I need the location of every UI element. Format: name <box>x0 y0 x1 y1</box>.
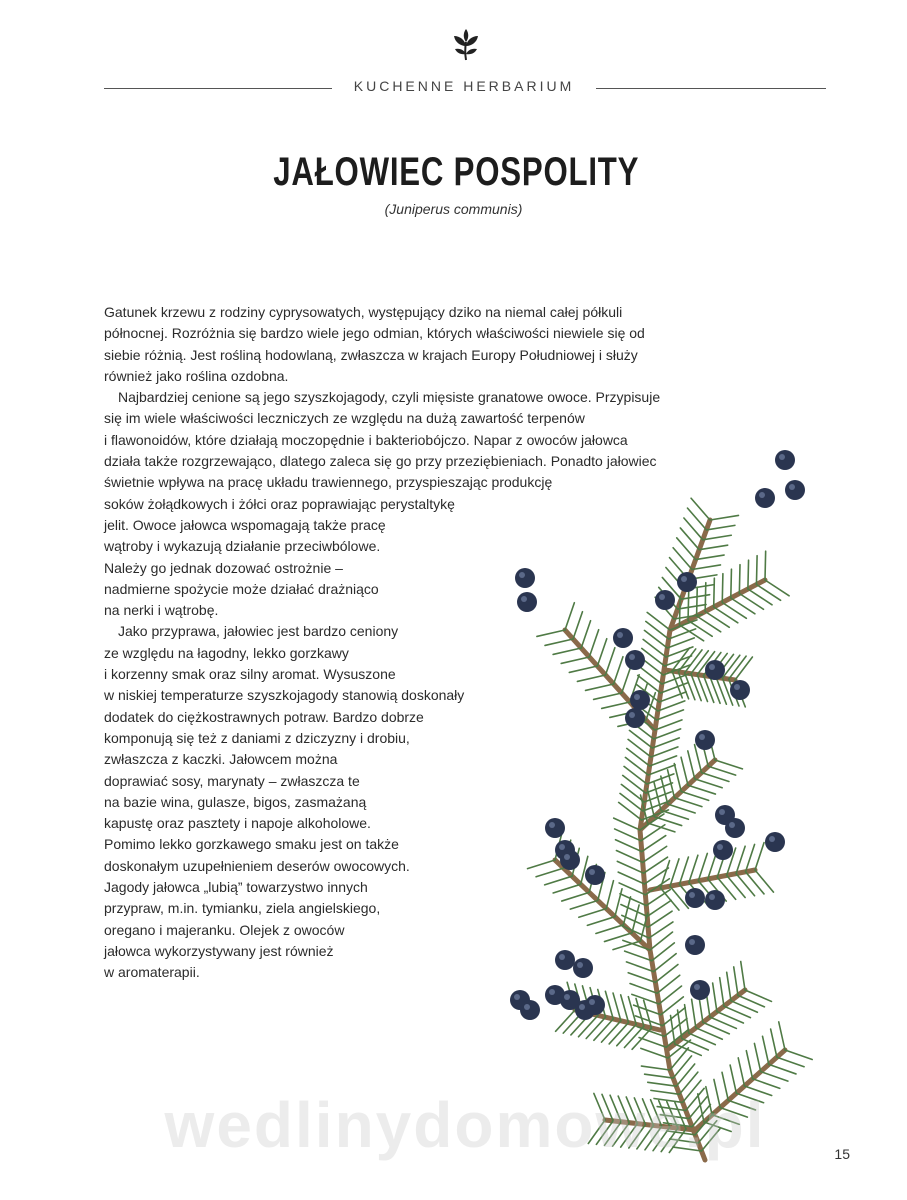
juniper-berry <box>677 572 697 592</box>
needle <box>657 710 684 720</box>
body-line: się im wiele właściwości leczniczych ze względu na dużą zawartość terpenów <box>104 410 585 427</box>
juniper-berry <box>685 888 705 908</box>
needle <box>636 998 644 1026</box>
berry-highlight <box>759 492 765 498</box>
berry-highlight <box>689 939 695 945</box>
juniper-berry <box>705 890 725 910</box>
needle <box>754 1043 760 1071</box>
needle <box>615 889 622 917</box>
needle <box>765 551 766 580</box>
needle <box>628 973 655 983</box>
needle <box>570 901 597 910</box>
needle <box>643 639 666 657</box>
needle <box>676 1064 694 1086</box>
needle <box>746 844 755 871</box>
needle <box>661 861 670 888</box>
juniper-berry <box>560 850 580 870</box>
body-line: dodatek do ciężkostrawnych potraw. Bardzo dobrze <box>104 708 424 725</box>
needle <box>586 1017 605 1038</box>
needle <box>697 675 707 702</box>
berry-highlight <box>549 989 555 995</box>
body-line: jałowca wykorzystywany jest również <box>104 942 334 959</box>
body-line: w niskiej temperaturze szyszkojagody stanowią doskonały <box>104 687 465 704</box>
needle <box>734 967 738 996</box>
juniper-berry <box>725 818 745 838</box>
needle <box>713 983 717 1012</box>
berry-highlight <box>681 576 687 582</box>
section-header <box>104 78 826 98</box>
needle <box>528 860 555 869</box>
needle <box>738 1058 744 1086</box>
needle <box>648 1082 677 1086</box>
needle <box>626 962 653 972</box>
body-line: Jako przyprawa, jałowiec jest bardzo ceniony <box>118 623 399 640</box>
needle <box>556 1010 575 1031</box>
needle <box>681 757 688 785</box>
berry-highlight <box>659 594 665 600</box>
needle <box>614 657 623 684</box>
needle <box>644 1000 652 1028</box>
body-line: wątroby i wykazują działanie przeciwbólowe. <box>104 538 381 555</box>
needle <box>545 639 573 645</box>
body-line: na bazie wina, gulasze, bigos, zasmażaną <box>104 793 367 810</box>
needle <box>695 779 722 788</box>
juniper-berry <box>515 568 535 588</box>
needle <box>646 783 673 793</box>
needle <box>561 657 589 663</box>
needle <box>661 776 668 804</box>
needle <box>586 684 614 690</box>
berry-highlight <box>564 854 570 860</box>
needle <box>716 677 726 704</box>
needle <box>619 883 645 895</box>
needle <box>710 676 720 703</box>
needle <box>703 535 731 540</box>
needle <box>594 693 622 699</box>
needle <box>727 972 731 1001</box>
juniper-branch-illustration <box>455 430 885 1170</box>
body-line: soków żołądkowych i żółci oraz poprawiając perystaltykę <box>104 495 455 512</box>
needle <box>697 587 698 616</box>
needle <box>785 1050 812 1060</box>
berry-highlight <box>521 596 527 602</box>
needle <box>625 951 652 961</box>
needle <box>613 993 621 1021</box>
needle <box>739 565 740 594</box>
juniper-berry <box>695 730 715 750</box>
needle <box>672 671 682 698</box>
needle <box>628 997 636 1025</box>
needle <box>648 765 675 775</box>
page-title: JAŁOWIEC POSPOLITY <box>273 150 640 194</box>
body-line: na nerki i wątrobę. <box>104 602 219 619</box>
needle <box>748 560 749 589</box>
leaf-sprig-icon <box>438 28 494 64</box>
needle <box>639 1038 666 1048</box>
berry-highlight <box>734 684 740 690</box>
needle <box>706 525 734 530</box>
berry-highlight <box>577 962 583 968</box>
needle <box>714 578 715 607</box>
needle <box>755 843 764 870</box>
body-line: również jako roślina ozdobna. <box>104 367 289 384</box>
body-line: ze względu na łagodny, lekko gorzkawy <box>104 644 349 661</box>
needle <box>654 817 681 826</box>
needle <box>652 738 679 748</box>
needle <box>645 1074 674 1078</box>
needle <box>756 556 757 585</box>
juniper-berry <box>730 680 750 700</box>
needle <box>553 884 580 893</box>
needle <box>648 823 675 832</box>
berry-highlight <box>589 999 595 1005</box>
berry-highlight <box>549 822 555 828</box>
juniper-berry <box>785 480 805 500</box>
body-line: w aromaterapii. <box>104 964 200 981</box>
needle <box>650 756 677 766</box>
needle <box>642 648 665 666</box>
berry-highlight <box>514 994 520 1000</box>
berry-highlight <box>559 954 565 960</box>
body-line: północnej. Rozróżnia się bardzo wiele jego odmian, których właściwości niewiele się od <box>104 325 645 342</box>
needle <box>722 574 723 603</box>
needle <box>606 881 613 909</box>
juniper-berry <box>685 935 705 955</box>
needle <box>671 1015 675 1044</box>
body-line: doprawiać sosy, marynaty – zwłaszcza te <box>104 772 360 789</box>
body-line: Należy go jednak dozować ostrożnie – <box>104 559 343 576</box>
needle <box>763 1036 769 1064</box>
body-line: Pomimo lekko gorzkawego smaku jest on także <box>104 836 399 853</box>
juniper-berry <box>625 650 645 670</box>
body-line: świetnie wpływa na pracę układu trawiennego, przyspieszając produkcję <box>104 474 553 491</box>
juniper-berry <box>517 592 537 612</box>
needle <box>720 978 724 1007</box>
needle <box>746 1051 752 1079</box>
body-line: i flawonoidów, które działają moczopędnie i bakteriobójczo. Napar z owoców jałowca <box>104 431 628 448</box>
needle <box>625 757 648 775</box>
juniper-berry <box>705 660 725 680</box>
body-line: i korzenny smak oraz silny aromat. Wysuszone <box>104 666 396 683</box>
needle <box>536 868 563 877</box>
needle <box>691 674 701 701</box>
berry-highlight <box>789 484 795 490</box>
needle <box>699 545 727 550</box>
body-line: kapustę oraz pasztety i napoje alkoholowe. <box>104 815 371 832</box>
juniper-berry <box>655 590 675 610</box>
juniper-berry <box>585 995 605 1015</box>
body-line: działa także rozgrzewająco, dlatego zaleca się go przy przeziębieniach. Ponadto jałowiec <box>104 453 657 470</box>
needle <box>715 760 742 769</box>
needle <box>537 630 565 636</box>
berry-highlight <box>519 572 525 578</box>
body-line: Gatunek krzewu z rodziny cyprysowatych, występujący dziko na niemal całej półkuli <box>104 304 623 320</box>
header-rule-right <box>596 88 826 89</box>
juniper-berry <box>555 950 575 970</box>
needle <box>623 897 630 925</box>
needle <box>675 798 702 807</box>
needle <box>688 751 695 779</box>
needle <box>698 853 707 880</box>
needle <box>639 666 662 684</box>
berry-highlight <box>524 1004 530 1010</box>
juniper-berry <box>573 958 593 978</box>
needle <box>581 621 590 648</box>
needle <box>619 802 642 820</box>
needle <box>658 701 685 711</box>
needle <box>696 555 724 560</box>
needle <box>573 612 582 639</box>
needle <box>621 905 647 917</box>
needle <box>632 1028 651 1049</box>
needle <box>614 818 640 830</box>
needle <box>661 810 688 819</box>
needle <box>769 1064 796 1074</box>
needle <box>616 840 642 852</box>
needle <box>605 991 613 1019</box>
body-line: przypraw, m.in. tymianku, ziela angielskiego, <box>104 900 381 917</box>
needle <box>668 804 695 813</box>
juniper-berry <box>520 1000 540 1020</box>
needle <box>689 855 698 882</box>
needle <box>641 1066 670 1070</box>
needle <box>646 621 669 639</box>
body-line: jelit. Owoce jałowca wspomagają także pracę <box>104 516 386 533</box>
needle <box>702 773 729 782</box>
juniper-berry <box>690 980 710 1000</box>
needle <box>606 648 615 675</box>
needle <box>628 739 651 757</box>
berry-highlight <box>709 894 715 900</box>
body-line: zwłaszcza z kaczki. Jałowcem można <box>104 751 338 768</box>
berry-highlight <box>629 712 635 718</box>
needle <box>736 874 754 896</box>
juniper-berry <box>545 818 565 838</box>
needle <box>630 984 657 994</box>
body-line: Najbardziej cenione są jego szyszkojagody, czyli mięsiste granatowe owoce. Przypisuje <box>118 389 661 406</box>
juniper-berry <box>625 708 645 728</box>
juniper-berry <box>775 450 795 470</box>
berry-highlight <box>579 1004 585 1010</box>
juniper-berry <box>755 488 775 508</box>
berry-highlight <box>589 869 595 875</box>
needle <box>602 1021 621 1042</box>
page-number: 15 <box>834 1146 850 1162</box>
watermark: wedlinydomowe.pl <box>164 1089 766 1161</box>
needle <box>705 583 706 612</box>
berry-highlight <box>564 994 570 1000</box>
needle <box>688 592 689 621</box>
needle <box>621 995 629 1023</box>
body-line: siebie różnią. Jest rośliną hodowlaną, zwłaszcza w krajach Europy Południowej i służy <box>104 346 638 363</box>
needle <box>647 789 654 817</box>
needle <box>678 1010 682 1039</box>
needle <box>587 917 614 926</box>
body-line: oregano i majeranku. Olejek z owoców <box>104 921 345 938</box>
needle <box>667 638 694 648</box>
needle <box>596 925 623 934</box>
needle <box>654 729 681 739</box>
berry-highlight <box>717 844 723 850</box>
needle <box>761 1072 788 1082</box>
needle <box>647 612 670 630</box>
needle <box>624 1026 643 1047</box>
needle <box>579 909 606 918</box>
needle <box>617 1024 636 1045</box>
needle <box>688 785 715 794</box>
needle <box>679 857 688 884</box>
needle <box>678 605 706 610</box>
juniper-berry <box>765 832 785 852</box>
needle <box>618 872 644 884</box>
needle <box>710 515 738 520</box>
needle <box>604 933 631 942</box>
needle <box>617 861 643 873</box>
needle <box>589 630 598 657</box>
needle <box>602 702 630 708</box>
needle <box>670 859 679 886</box>
berry-highlight <box>699 734 705 740</box>
needle <box>616 851 642 863</box>
needle <box>609 1023 628 1044</box>
berry-highlight <box>559 844 565 850</box>
needle <box>779 1022 785 1050</box>
needle <box>545 876 572 885</box>
header-rule-left <box>104 88 332 89</box>
section-label: KUCHENNE HERBARIUM <box>353 78 575 94</box>
needle <box>594 1019 613 1040</box>
needle <box>620 793 643 811</box>
needle <box>777 1057 804 1067</box>
juniper-berry <box>613 628 633 648</box>
berry-highlight <box>629 654 635 660</box>
needle <box>661 888 679 910</box>
needle <box>746 872 764 894</box>
needle <box>627 748 650 766</box>
needle <box>577 675 605 681</box>
needle <box>731 569 732 598</box>
needle <box>629 730 652 748</box>
needle <box>741 961 745 990</box>
berry-highlight <box>634 694 640 700</box>
berry-highlight <box>709 664 715 670</box>
needle <box>674 764 681 792</box>
needle <box>681 792 708 801</box>
needle <box>621 784 644 802</box>
needle <box>727 875 745 897</box>
needle <box>651 747 678 757</box>
berry-highlight <box>729 822 735 828</box>
berry-highlight <box>689 892 695 898</box>
needle <box>680 596 681 625</box>
berry-highlight <box>719 809 725 815</box>
needle <box>685 673 695 700</box>
body-line: nadmierne spożycie może działać drażniąco <box>104 580 379 597</box>
berry-highlight <box>617 632 623 638</box>
needle <box>753 1079 780 1089</box>
needle <box>569 666 597 672</box>
needle <box>641 1048 668 1058</box>
juniper-berry <box>630 690 650 710</box>
needle <box>615 829 641 841</box>
needle <box>736 846 745 873</box>
berry-highlight <box>694 984 700 990</box>
needle <box>771 1029 777 1057</box>
needle <box>622 666 631 693</box>
needle <box>597 639 606 666</box>
juniper-berry <box>585 865 605 885</box>
latin-name: (Juniperus communis) <box>384 201 523 217</box>
needle <box>673 1056 691 1078</box>
berry-highlight <box>779 454 785 460</box>
needle <box>670 1048 688 1070</box>
needle <box>692 999 696 1028</box>
body-line: komponują się też z daniami z dziczyzny i drobiu, <box>104 729 410 746</box>
needle <box>708 766 735 775</box>
body-line: Jagody jałowca „lubią” towarzystwo innych <box>104 879 368 896</box>
needle <box>755 870 773 892</box>
needle <box>692 565 720 570</box>
needle <box>644 630 667 648</box>
needle <box>553 648 581 654</box>
needle <box>562 892 589 901</box>
needle <box>624 766 647 784</box>
body-line: doskonałym uzupełnieniem deserów owocowych. <box>104 857 410 874</box>
needle <box>620 894 646 906</box>
needle <box>655 720 682 730</box>
berry-highlight <box>769 836 775 842</box>
needle <box>623 775 646 793</box>
juniper-berry <box>713 840 733 860</box>
needle <box>565 603 574 630</box>
